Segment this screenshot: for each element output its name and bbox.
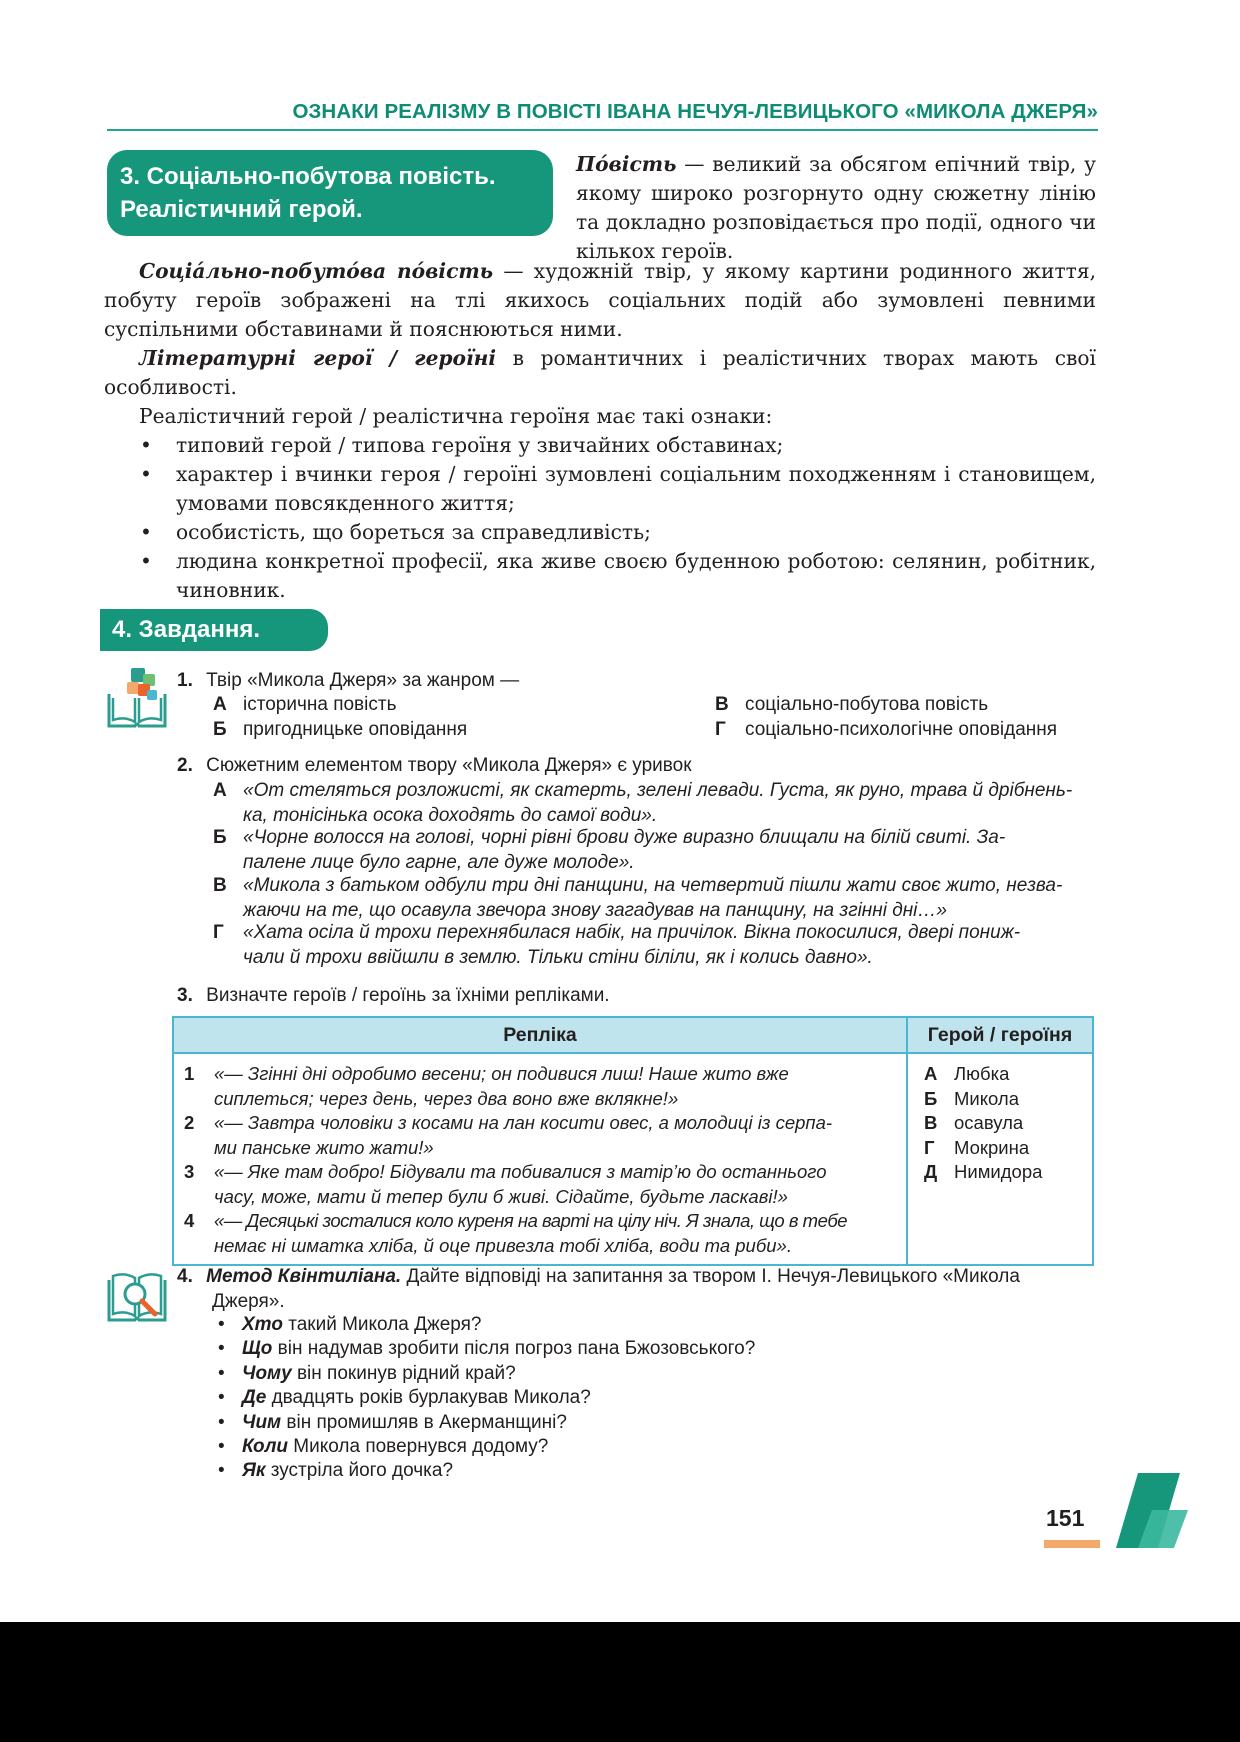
social-story-definition <box>104 257 1096 344</box>
question-item: • Як зустріла його дочка? <box>218 1459 755 1483</box>
hero-item: Г Мокрина <box>924 1136 1030 1158</box>
povist-definition <box>576 150 1096 266</box>
page-number: 151 <box>1046 1505 1085 1531</box>
task-2-option: Г «Хата осіла й трохи перехнябилася набік, на причілок. Вікна покосилися, двері пониж- чали й трохи ввійшли в землю. Тільки стіни біліли, як і колись давно». <box>213 922 1021 968</box>
task-4-number: 4. <box>177 1266 193 1287</box>
task-2-option: В «Микола з батьком одбули три дні панщини, на четвертий пішли жати своє жито, незва- жаючи на те, що осавула звечора знову загадував на панщину, на згінні дні…» <box>213 875 1063 921</box>
task-1-option: Г соціально-психологічне оповідання <box>715 719 1058 740</box>
task-1-option: Б пригодницьке оповідання <box>213 719 468 740</box>
bullet-icon: • <box>140 520 152 544</box>
task-1 <box>177 668 519 693</box>
task-4-question-line2: Джеря». <box>212 1291 285 1312</box>
heroes-text: в романтичних і реалістичних творах мають свої особливості. <box>104 346 1096 399</box>
task-4 <box>177 1264 1097 1314</box>
task-2-number: 2. <box>177 755 193 776</box>
feature-item: • особистість, що бореться за справедливість; <box>104 518 1096 547</box>
question-item: • Хто такий Микола Джеря? <box>218 1313 755 1337</box>
question-item: • Де двадцять років бурлакував Микола? <box>218 1386 755 1410</box>
social-story-text: — художній твір, у якому картини родинного життя, побуту героїв зображені на тлі якихось соціальних подій або зумовлені певними суспільними обставинами й пояснюються ними. <box>104 259 1096 341</box>
column-header-replica: Репліка <box>173 1017 907 1053</box>
task-3-number: 3. <box>177 985 193 1006</box>
section-3-banner <box>107 150 553 236</box>
bullet-icon: • <box>140 433 152 457</box>
body-text <box>104 257 1096 605</box>
povist-term: Пóвість <box>576 152 677 176</box>
bullet-icon: • <box>218 1338 225 1360</box>
hero-item: Д Нимидора <box>924 1161 1043 1182</box>
replica-table <box>172 1016 1094 1266</box>
feature-item: • людина конкретної професії, яка живе своєю буденною роботою: селянин, робітник, чиновник. <box>140 549 1096 602</box>
task-1-number: 1. <box>177 670 193 691</box>
task-3-question: Визначте героїв / героїнь за їхніми репліками. <box>206 985 610 1006</box>
task-2-option: Б «Чорне волосся на голові, чорні рівні брови дуже виразно блищали на білій свиті. За- палене лице було гарне, але дуже молоде». <box>213 827 1006 873</box>
hero-item: В осавула <box>924 1112 1024 1133</box>
bullet-icon: • <box>218 1411 225 1433</box>
heroes-definition <box>104 344 1096 402</box>
replicas-cell <box>173 1053 907 1265</box>
task-4-question-line1: Дайте відповіді на запитання за твором І. Нечуя-Левицького «Микола <box>401 1266 1020 1287</box>
bullet-icon: • <box>218 1436 225 1458</box>
task-2 <box>177 753 692 778</box>
running-header: ОЗНАКИ РЕАЛІЗМУ В ПОВІСТІ ІВАНА НЕЧУЯ-ЛЕВИЦЬКОГО «МИКОЛА ДЖЕРЯ» <box>292 100 1098 123</box>
bullet-icon: • <box>218 1314 225 1335</box>
replica-row: 4 «— Десяцькі зосталися коло куреня на варті на цілу ніч. Я знала, що в тебе немає ні шматка хліба, й оце привезла тобі хліба, води та риби». <box>184 1210 848 1256</box>
question-item: • Що він надумав зробити після погроз пана Бжозовського? <box>218 1337 755 1361</box>
task-1-option: А історична повість <box>213 694 397 715</box>
replica-row: 2 «— Завтра чоловіки з косами на лан косити овес, а молодиці із серпа- ми панське жито жати!» <box>184 1112 833 1158</box>
heroes-term: Літературні герої / героїні <box>139 346 497 370</box>
bullet-icon: • <box>218 1460 225 1482</box>
section-4-banner <box>100 609 328 651</box>
hero-item: Б Микола <box>924 1087 1020 1109</box>
bullet-icon: • <box>140 462 152 486</box>
section-3-title-line2: Реалістичний герой. <box>120 196 363 223</box>
question-item: • Чому він покинув рідний край? <box>218 1362 755 1386</box>
bullet-icon: • <box>140 549 152 573</box>
heroes-cell <box>907 1053 1093 1265</box>
bottom-black-area <box>0 1622 1240 1742</box>
task-1-question: Твір «Микола Джеря» за жанром — <box>206 670 520 691</box>
social-story-term: Соціáльно-побутóва пóвість <box>139 259 494 283</box>
task-3 <box>177 983 610 1008</box>
hero-item: А Любка <box>924 1063 1010 1084</box>
task-2-option: А «От стеляться розложисті, як скатерть, зелені левади. Густа, як руно, трава й дрібнень- ка, тонісінька осока доходять до самої води». <box>213 780 1073 826</box>
feature-item: • характер і вчинки героя / героїні зумовлені соціальним походженням і становищем, умовами повсякденного життя; <box>140 462 1096 515</box>
section-4-title: 4. Завдання. <box>112 616 261 643</box>
column-header-hero: Герой / героїня <box>907 1017 1093 1053</box>
task-4-method: Метод Квінтиліана. <box>206 1266 402 1287</box>
feature-item: • типовий герой / типова героїня у звичайних обставинах; <box>104 431 1096 460</box>
realistic-intro: Реалістичний герой / реалістична героїня має такі ознаки: <box>139 404 773 428</box>
book-puzzle-icon <box>105 664 169 730</box>
question-item: • Коли Микола повернувся додому? <box>218 1435 755 1459</box>
task-2-question: Сюжетним елементом твору «Микола Джеря» є уривок <box>206 755 692 776</box>
task-1-option: В соціально-побутова повість <box>715 694 989 715</box>
replica-row: 1 «— Згінні дні одробимо весени; он подивися лиш! Наше жито вже сиплеться; через день, через два воно вже вклякне!» <box>184 1063 789 1109</box>
bullet-icon: • <box>218 1362 225 1384</box>
header-rule <box>107 129 1098 131</box>
question-item: • Чим він промишляв в Акерманщині? <box>218 1411 755 1435</box>
section-3-title-line1: 3. Соціально-побутова повість. <box>120 163 496 190</box>
question-list <box>218 1313 755 1484</box>
book-magnifier-icon <box>105 1270 169 1326</box>
povist-definition-text: — великий за обсягом епічний твір, у якому широко розгорнуто одну сюжетну лінію та докладно розповідається про події, одного чи кількох героїв. <box>576 152 1096 263</box>
bullet-icon: • <box>218 1387 225 1409</box>
replica-row: 3 «— Яке там добро! Бідували та побивалися з матір’ю до останнього часу, може, мати й тепер були б живі. Сідайте, будьте ласкаві!» <box>184 1161 827 1207</box>
